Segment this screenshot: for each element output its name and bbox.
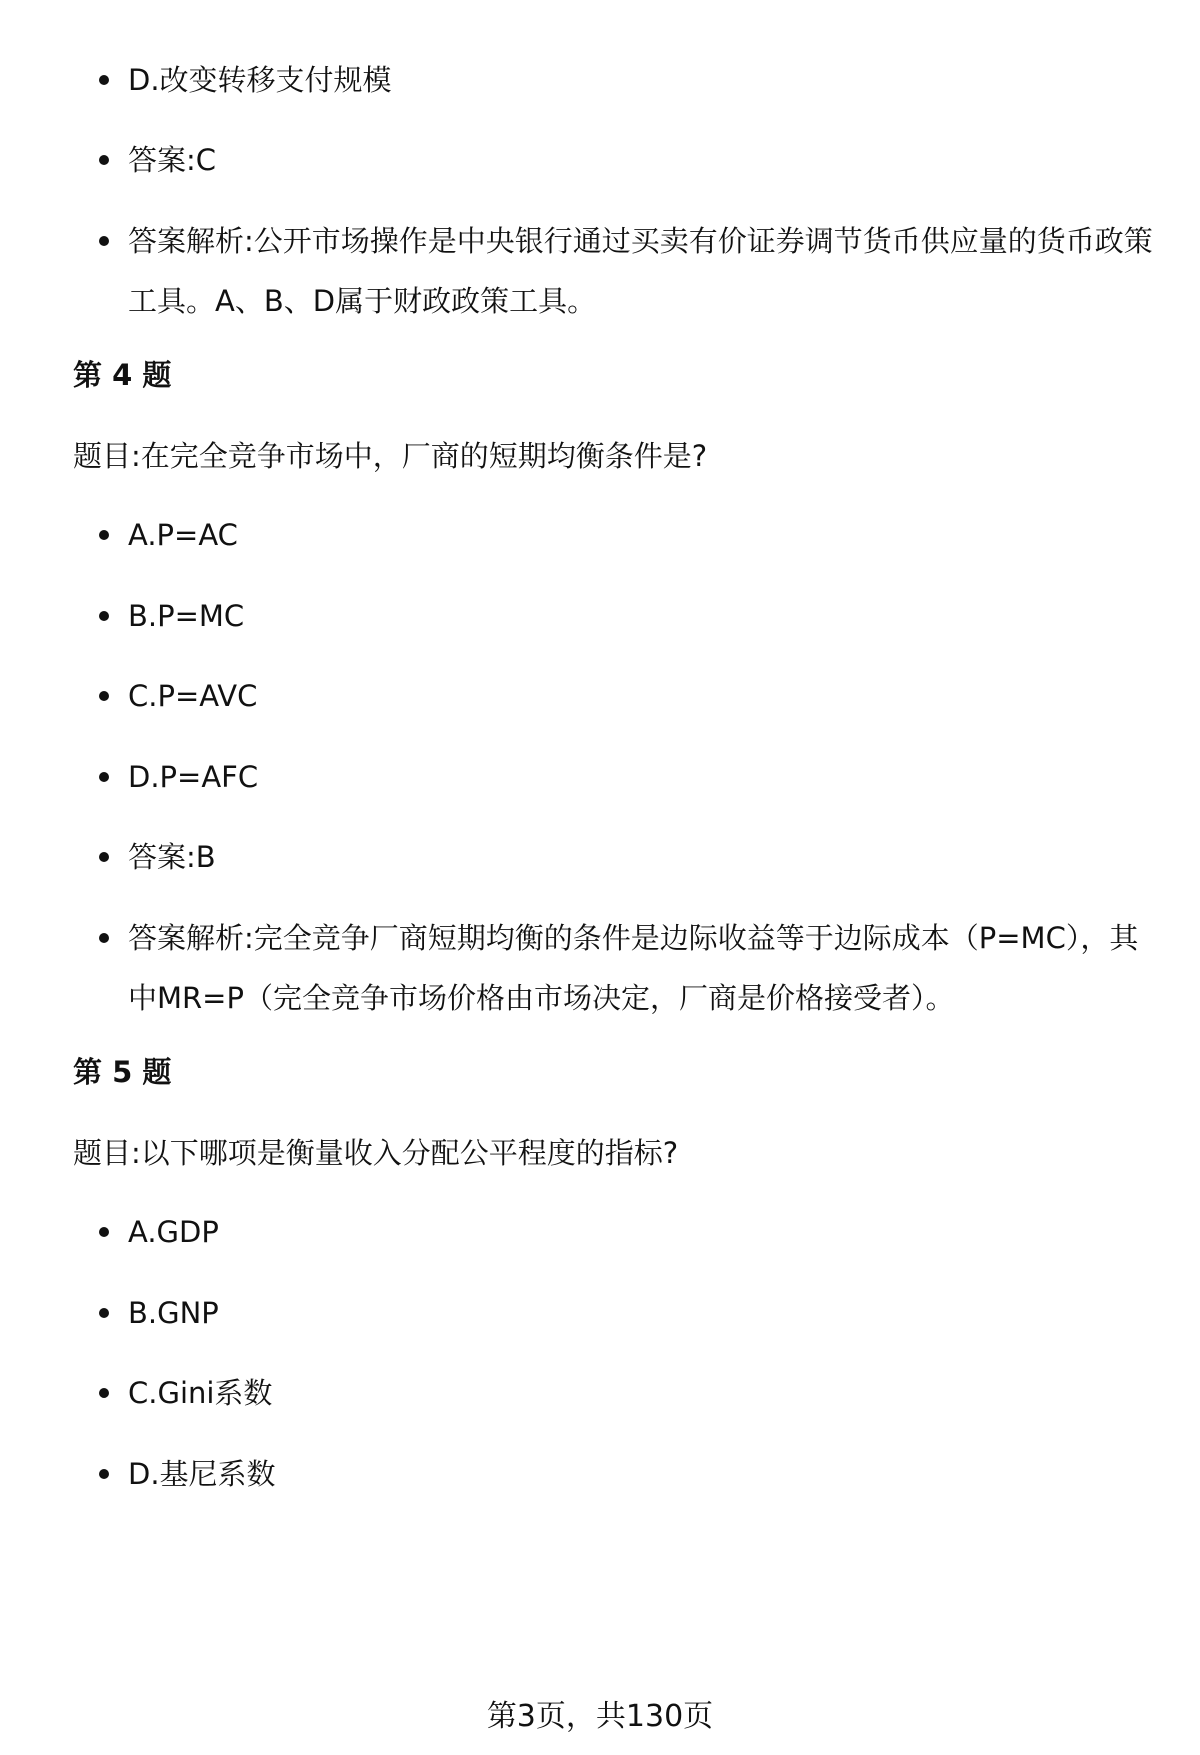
q4-option-b: B.P=MC <box>128 586 1153 646</box>
q3-answer: 答案:C <box>128 130 1153 190</box>
q5-option-c: C.Gini系数 <box>128 1363 1153 1423</box>
q3-option-d: D.改变转移支付规模 <box>128 50 1153 110</box>
q4-answer: 答案:B <box>128 827 1153 887</box>
q4-option-d: D.P=AFC <box>128 747 1153 807</box>
q4-option-a: A.P=AC <box>128 505 1153 565</box>
q5-option-d: D.基尼系数 <box>128 1444 1153 1504</box>
q5-option-a: A.GDP <box>128 1202 1153 1262</box>
q5-question: 题目:以下哪项是衡量收入分配公平程度的指标? <box>73 1136 679 1170</box>
q3-explanation: 答案解析:公开市场操作是中央银行通过买卖有价证券调节货币供应量的货币政策工具。A、B、D属于财政政策工具。 <box>128 211 1153 331</box>
q4-option-c: C.P=AVC <box>128 666 1153 726</box>
q5-heading: 第 5 题 <box>73 1055 172 1089</box>
q5-option-b: B.GNP <box>128 1283 1153 1343</box>
q4-explanation: 答案解析:完全竞争厂商短期均衡的条件是边际收益等于边际成本（P=MC），其中MR=P（完全竞争市场价格由市场决定，厂商是价格接受者）。 <box>128 908 1153 1028</box>
q4-heading: 第 4 题 <box>73 358 172 392</box>
q4-question: 题目:在完全竞争市场中，厂商的短期均衡条件是? <box>73 439 708 473</box>
page-number: 第3页，共130页 <box>486 1699 714 1734</box>
